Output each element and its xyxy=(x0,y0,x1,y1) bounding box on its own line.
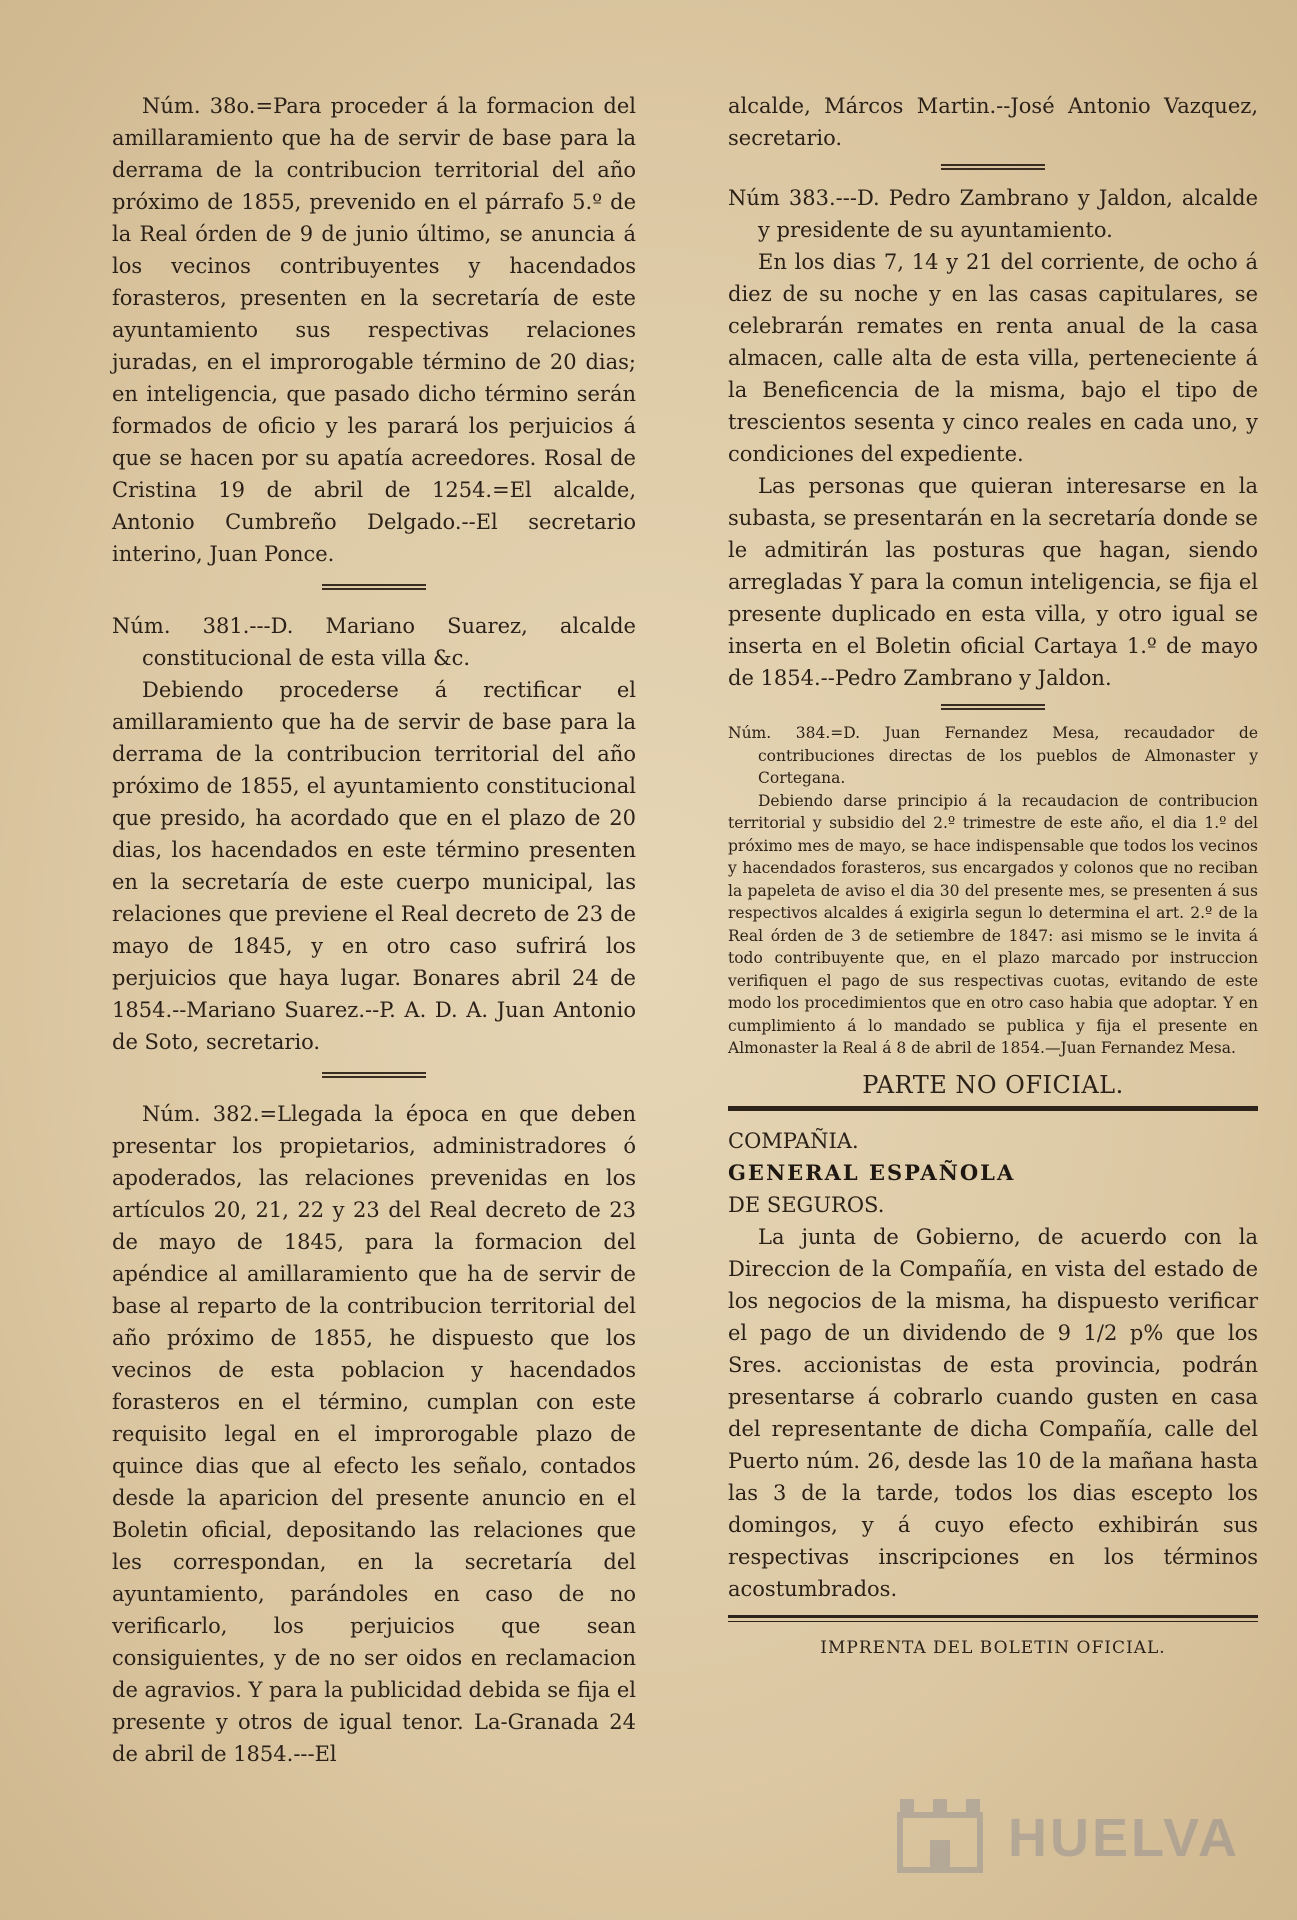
notice-383 xyxy=(728,182,1258,694)
notice-body: Debiendo procederse á rectificar el amillaramiento que ha de servir de base para la derrama de la contribucion territorial del año próximo de 1855, el ayuntamiento constitucional que presido, ha acordado que en el plazo de 20 dias, los hacendados en este término presenten en la secretaría de este cuerpo municipal, las relaciones que previene el Real decreto de 23 de mayo de 1845, y en otro caso sufrirá los perjuicios que haya lugar. Bonares abril 24 de 1854.--Mariano Suarez.--P. A. D. A. Juan Antonio de Soto, secretario. xyxy=(112,678,636,1054)
left-column xyxy=(112,90,636,1770)
notice-381 xyxy=(112,610,636,1058)
notice-heading: Núm. 384.=D. Juan Fernandez Mesa, recaudador de contribuciones directas de los pueblos de Almonaster y Cortegana. xyxy=(728,724,1258,787)
notice-body: =Llegada la época en que deben presentar los propietarios, administradores ó apoderados, las relaciones prevenidas en los artículos 20, 21, 22 y 23 del Real decreto de 23 de mayo de 1845, para la formacion del apéndice al amillaramiento que ha de servir de base al reparto de la contribucion territorial del año próximo de 1855, he dispuesto que los vecinos de esta poblacion y hacendados forasteros en el término, cumplan con este requisito legal en el improrogable plazo de quince dias que al efecto les señalo, contados desde la aparicion del presente anuncio en el Boletin oficial, depositando las relaciones que les correspondan, en la secretaría del ayuntamiento, parándoles en caso de no verificarlo, los perjuicios que sean consiguientes, y de no ser oidos en reclamacion de agravios. Y para la publicidad debida se fija el presente y otros de igual tenor. La-Granada 24 de abril de 1854.---El xyxy=(112,1102,636,1766)
notice-body: alcalde, Márcos Martin.--José Antonio Vazquez, secretario. xyxy=(728,94,1258,150)
divider xyxy=(322,584,426,590)
notice-382 xyxy=(112,1098,636,1770)
castle-icon xyxy=(890,1785,990,1875)
watermark-text: HUELVA xyxy=(1008,1808,1240,1868)
company-name-line2: GENERAL ESPAÑOLA xyxy=(728,1159,1016,1185)
right-column xyxy=(728,90,1258,1658)
section-title: PARTE NO OFICIAL. xyxy=(862,1070,1124,1099)
notice-body: Debiendo darse principio á la recaudacion de contribucion territorial y subsidio del 2.º trimestre de este año, el dia 1.º del próximo mes de mayo, se hace indispensable que todos los vecinos y hacendados forasteros, sus encargados y colonos que no reciban la papeleta de aviso el dia 30 del presente mes, se presenten á sus respectivos alcaldes á exigirla segun lo determina el art. 2.º de la Real órden de 3 de setiembre de 1847: asi mismo se le invita á todo contribuyente que, en el plazo marcado por instruccion verifiquen el pago de sus respectivas cuotas, evitando de este modo los procedimientos que en otro caso habia que adoptar. Y en cumplimiento á lo mandado se publica y fija el presente en Almonaster la Real á 8 de abril de 1854.—Juan Fernandez Mesa. xyxy=(728,791,1258,1057)
notice-number: Núm. 382. xyxy=(142,1102,260,1126)
notice-heading: Núm. 381.---D. Mariano Suarez, alcalde constitucional de esta villa &c. xyxy=(112,614,636,670)
imprint-rule xyxy=(728,1615,1258,1622)
divider xyxy=(322,1072,426,1078)
notice-380 xyxy=(112,90,636,570)
section-rule xyxy=(728,1106,1258,1111)
notice-body: Las personas que quieran interesarse en la subasta, se presentarán en la secretaría donde se le admitirán las posturas que hagan, siendo arregladas Y para la comun inteligencia, se fija el presente duplicado en esta villa, y otro igual se inserta en el Boletin oficial Cartaya 1.º de mayo de 1854.--Pedro Zambrano y Jaldon. xyxy=(728,474,1258,690)
company-name-line1: COMPAÑIA. xyxy=(728,1128,859,1153)
divider xyxy=(941,704,1045,710)
notice-body: En los dias 7, 14 y 21 del corriente, de ocho á diez de su noche y en las casas capitulares, se celebrarán remates en renta anual de la casa almacen, calle alta de esta villa, perteneciente á la Beneficencia de la misma, bajo el tipo de trescientos sesenta y cinco reales en cada uno, y condiciones del expediente. xyxy=(728,250,1258,466)
notice-body: =Para proceder á la formacion del amillaramiento que ha de servir de base para la derrama de la contribucion territorial del año próximo de 1855, prevenido en el párrafo 5.º de la Real órden de 9 de junio último, se anuncia á los vecinos contribuyentes y hacendados forasteros, presenten en la secretaría de este ayuntamiento sus respectivas relaciones juradas, en el improrogable término de 20 dias; en inteligencia, que pasado dicho término serán formados de oficio y les parará los perjuicios á que se hacen por su apatía acreedores. Rosal de Cristina 19 de abril de 1254.=El alcalde, Antonio Cumbreño Delgado.--El secretario interino, Juan Ponce. xyxy=(112,94,636,566)
notice-heading: Núm 383.---D. Pedro Zambrano y Jaldon, alcalde y presidente de su ayuntamiento. xyxy=(728,186,1258,242)
archive-watermark xyxy=(890,1785,1240,1875)
notice-384 xyxy=(728,722,1258,1060)
company-notice xyxy=(728,1125,1258,1605)
divider xyxy=(941,164,1045,170)
company-body: La junta de Gobierno, de acuerdo con la Direccion de la Compañía, en vista del estado de los negocios de la misma, ha dispuesto verificar el pago de un dividendo de 9 1/2 p% que los Sres. accionistas de esta provincia, podrán presentarse á cobrarlo cuando gusten en casa del representante de dicha Compañía, calle del Puerto núm. 26, desde las 10 de la mañana hasta las 3 de la tarde, todos los dias escepto los domingos, y á cuyo efecto exhibirán sus respectivas inscripciones en los términos acostumbrados. xyxy=(728,1224,1258,1601)
notice-382-continued xyxy=(728,90,1258,154)
notice-number: Núm. 38o. xyxy=(142,94,256,118)
imprint: IMPRENTA DEL BOLETIN OFICIAL. xyxy=(820,1637,1166,1658)
company-name-line3: DE SEGUROS. xyxy=(728,1192,885,1217)
